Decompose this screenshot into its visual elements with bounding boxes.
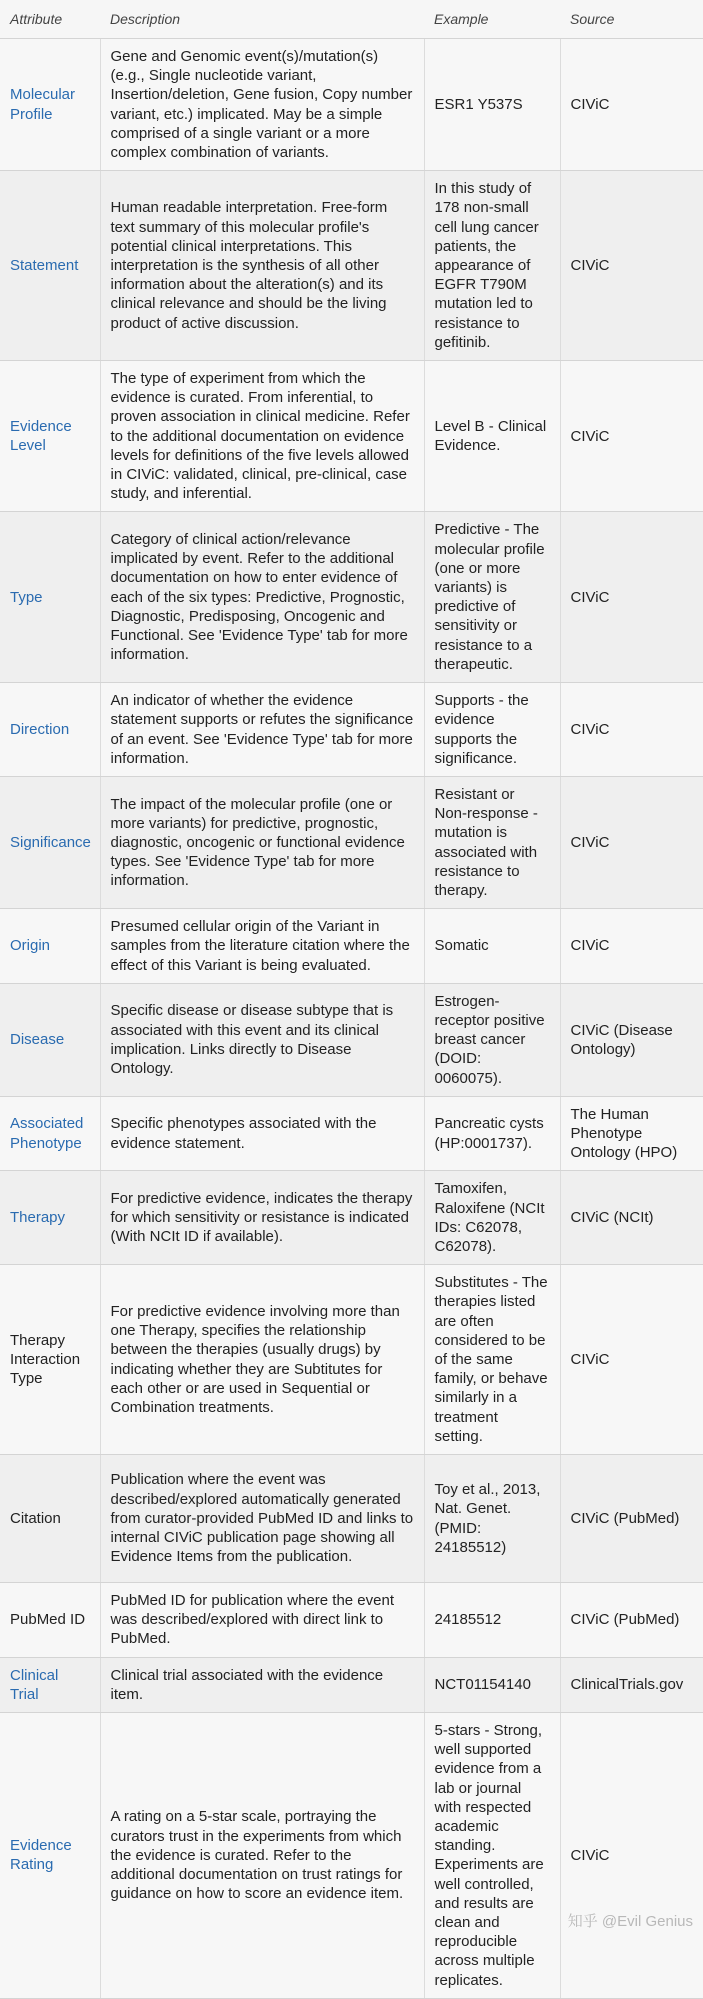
example-cell: Toy et al., 2013, Nat. Genet. (PMID: 24185512) (424, 1455, 560, 1583)
attribute-cell[interactable]: Evidence Rating (0, 1713, 100, 1999)
description-cell: Publication where the event was described/explored automatically generated from curator-provided PubMed ID and links to internal CIViC publication page showing all Evidence Items from the publication. (100, 1455, 424, 1583)
watermark: 知乎 @Evil Genius (567, 1913, 693, 1930)
attribute-cell[interactable]: Direction (0, 683, 100, 777)
source-cell: CIViC (560, 1713, 703, 1999)
example-cell: ESR1 Y537S (424, 39, 560, 171)
table-row (0, 361, 703, 512)
source-cell: CIViC (560, 683, 703, 777)
table-row (0, 1583, 703, 1658)
table-row (0, 776, 703, 908)
example-cell: 24185512 (424, 1583, 560, 1658)
source-cell: CIViC (560, 39, 703, 171)
description-cell: Human readable interpretation. Free-form text summary of this molecular profile's potential clinical interpretations. This interpretation is the synthesis of all other information about the alteration(s) and its clinical relevance and should be the living product of active discussion. (100, 171, 424, 361)
source-cell: CIViC (560, 361, 703, 512)
table-row (0, 1713, 703, 1999)
description-cell: Specific disease or disease subtype that is associated with this event and its clinical implication. Links directly to Disease Ontology. (100, 983, 424, 1096)
table-row (0, 1096, 703, 1171)
description-cell: An indicator of whether the evidence statement supports or refutes the significance of an event. See 'Evidence Type' tab for more information. (100, 683, 424, 777)
attribute-cell[interactable]: Type (0, 512, 100, 683)
source-cell: The Human Phenotype Ontology (HPO) (560, 1096, 703, 1171)
example-cell: Supports - the evidence supports the significance. (424, 683, 560, 777)
source-cell: CIViC (Disease Ontology) (560, 983, 703, 1096)
header-attribute: Attribute (0, 0, 100, 39)
table-row (0, 512, 703, 683)
description-cell: Gene and Genomic event(s)/mutation(s) (e.g., Single nucleotide variant, Insertion/deletion, Gene fusion, Copy number variant, etc.) implicated. May be a simple comprised of a single variant or a more complex combination of variants. (100, 39, 424, 171)
attribute-cell: PubMed ID (0, 1583, 100, 1658)
attribute-cell[interactable]: Associated Phenotype (0, 1096, 100, 1171)
attribute-cell[interactable]: Therapy (0, 1171, 100, 1265)
example-cell: In this study of 178 non-small cell lung cancer patients, the appearance of EGFR T790M mutation led to resistance to gefitinib. (424, 171, 560, 361)
attribute-cell[interactable]: Significance (0, 776, 100, 908)
description-cell: A rating on a 5-star scale, portraying the curators trust in the experiments from which the evidence is curated. Refer to the additional documentation on trust ratings for guidance on how to score an evidence item. (100, 1713, 424, 1999)
example-cell: Resistant or Non-response - mutation is associated with resistance to therapy. (424, 776, 560, 908)
description-cell: Presumed cellular origin of the Variant in samples from the literature citation where the effect of this Variant is being evaluated. (100, 909, 424, 984)
source-cell: CIViC (560, 512, 703, 683)
description-cell: For predictive evidence, indicates the therapy for which sensitivity or resistance is indicated (With NCIt ID if available). (100, 1171, 424, 1265)
attribute-cell[interactable]: Origin (0, 909, 100, 984)
source-cell: CIViC (NCIt) (560, 1171, 703, 1265)
source-cell: CIViC (560, 909, 703, 984)
table-row (0, 1265, 703, 1455)
source-cell: CIViC (560, 171, 703, 361)
example-cell: 5-stars - Strong, well supported evidence from a lab or journal with respected academic standing. Experiments are well controlled, and results are clean and reproducible across multiple replicates. (424, 1713, 560, 1999)
attribute-cell: Therapy Interaction Type (0, 1265, 100, 1455)
table-row (0, 909, 703, 984)
source-cell: CIViC (PubMed) (560, 1583, 703, 1658)
source-cell: CIViC (PubMed) (560, 1455, 703, 1583)
description-cell: Specific phenotypes associated with the evidence statement. (100, 1096, 424, 1171)
description-cell: Category of clinical action/relevance implicated by event. Refer to the additional documentation on how to enter evidence of each of the six types: Predictive, Prognostic, Diagnostic, Predisposing, Oncogenic and Functional. See 'Evidence Type' tab for more information. (100, 512, 424, 683)
attribute-cell[interactable]: Molecular Profile (0, 39, 100, 171)
example-cell: Somatic (424, 909, 560, 984)
description-cell: The impact of the molecular profile (one or more variants) for predictive, prognostic, diagnostic, oncogenic or functional evidence types. See 'Evidence Type' tab for more information. (100, 776, 424, 908)
attribute-cell[interactable]: Statement (0, 171, 100, 361)
attribute-cell[interactable]: Disease (0, 983, 100, 1096)
example-cell: Substitutes - The therapies listed are often considered to be of the same family, or behave similarly in a treatment setting. (424, 1265, 560, 1455)
header-source: Source (560, 0, 703, 39)
description-cell: The type of experiment from which the evidence is curated. From inferential, to proven association in clinical medicine. Refer to the additional documentation on evidence levels for definitions of the five levels allowed in CIViC: validated, clinical, pre-clinical, case study, and inferential. (100, 361, 424, 512)
example-cell: Level B - Clinical Evidence. (424, 361, 560, 512)
example-cell: Pancreatic cysts (HP:0001737). (424, 1096, 560, 1171)
table-row (0, 983, 703, 1096)
example-cell: Predictive - The molecular profile (one or more variants) is predictive of sensitivity or resistance to a therapeutic. (424, 512, 560, 683)
table-header-row (0, 0, 703, 39)
example-cell: Tamoxifen, Raloxifene (NCIt IDs: C62078, C62078). (424, 1171, 560, 1265)
description-cell: PubMed ID for publication where the event was described/explored with direct link to PubMed. (100, 1583, 424, 1658)
header-example: Example (424, 0, 560, 39)
example-cell: NCT01154140 (424, 1657, 560, 1712)
source-cell: CIViC (560, 1265, 703, 1455)
source-cell: ClinicalTrials.gov (560, 1657, 703, 1712)
header-description: Description (100, 0, 424, 39)
attribute-cell[interactable]: Clinical Trial (0, 1657, 100, 1712)
table-row (0, 1171, 703, 1265)
table-row (0, 171, 703, 361)
table-row (0, 1455, 703, 1583)
table-row (0, 683, 703, 777)
description-cell: Clinical trial associated with the evidence item. (100, 1657, 424, 1712)
table-row (0, 39, 703, 171)
attribute-cell: Citation (0, 1455, 100, 1583)
attribute-cell[interactable]: Evidence Level (0, 361, 100, 512)
example-cell: Estrogen-receptor positive breast cancer (DOID: 0060075). (424, 983, 560, 1096)
table-row (0, 1657, 703, 1712)
source-cell: CIViC (560, 776, 703, 908)
description-cell: For predictive evidence involving more than one Therapy, specifies the relationship between the therapies (usually drugs) by indicating whether they are Subtitutes for each other or are used in Sequential or Combination treatments. (100, 1265, 424, 1455)
